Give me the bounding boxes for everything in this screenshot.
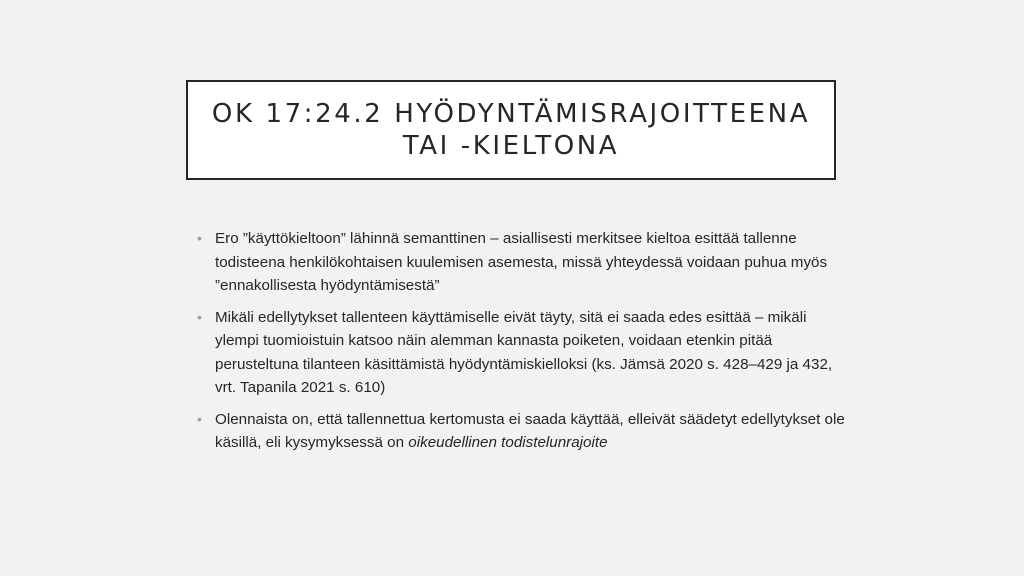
bullet-marker-icon: • <box>197 308 202 325</box>
bullet-item-3 <box>195 408 845 455</box>
slide-content <box>195 227 845 463</box>
title-box <box>186 80 836 180</box>
bullet-text-2: Mikäli edellytykset tallenteen käyttämiselle eivät täyty, sitä ei saada edes esittää – mikäli ylempi tuomioistuin katsoo näin alemman kannasta poiketen, voidaan etenkin pitää perusteltuna tilanteen käsittämistä hyödyntämiskielloksi (ks. Jämsä 2020 s. 428–429 ja 432, vrt. Tapanila 2021 s. 610) <box>215 308 833 396</box>
bullet-item-1 <box>195 227 845 298</box>
bullet-item-2 <box>195 306 845 400</box>
slide-title-line-2: TAI -KIELTONA <box>402 131 620 161</box>
bullet-list <box>195 227 845 455</box>
slide-title-line-1: OK 17:24.2 HYÖDYNTÄMISRAJOITTEENA <box>211 99 811 129</box>
bullet-text-1: Ero ”käyttökieltoon” lähinnä semanttinen – asiallisesti merkitsee kieltoa esittää tallenne todisteena henkilökohtaisen kuulemisen asemesta, missä yhteydessä voidaan puhua myös ”ennakollisesta hyödyntämisestä” <box>215 230 828 294</box>
bullet-marker-icon: • <box>197 230 202 246</box>
bullet-text-3: Olennaista on, että tallennettua kertomusta ei saada käyttää, elleivät säädetyt edellytykset ole käsillä, eli kysymyksessä on <box>215 410 845 451</box>
bullet-marker-icon: • <box>197 410 202 427</box>
bullet-text-3-emphasis: oikeudellinen todistelunrajoite <box>408 434 608 451</box>
